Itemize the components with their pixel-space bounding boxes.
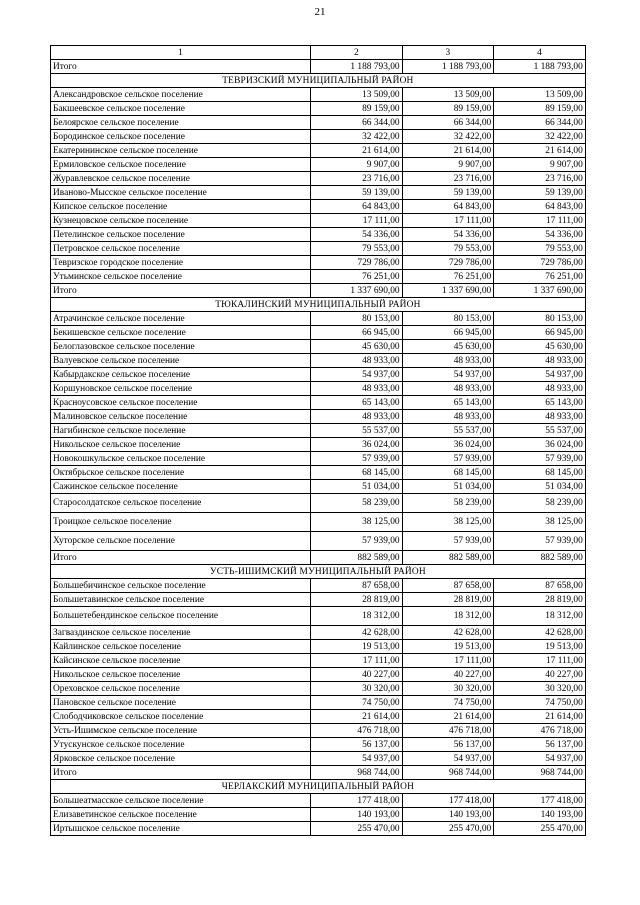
amount-cell-col4: 1 188 793,00 [494, 60, 586, 74]
total-row [51, 551, 586, 565]
amount-cell-col4: 32 422,00 [494, 130, 586, 144]
table-row [51, 326, 586, 340]
settlement-name: Белоглазовское сельское поселение [51, 340, 311, 354]
amount-cell-col3: 729 786,00 [402, 256, 494, 270]
district-name: ЧЕРЛАКСКИЙ МУНИЦИПАЛЬНЫЙ РАЙОН [51, 780, 586, 794]
amount-cell-col3: 9 907,00 [402, 158, 494, 172]
table-row [51, 354, 586, 368]
district-name: ТЕВРИЗСКИЙ МУНИЦИПАЛЬНЫЙ РАЙОН [51, 74, 586, 88]
settlement-name: Утускунское сельское поселение [51, 738, 311, 752]
amount-cell-col3: 48 933,00 [402, 382, 494, 396]
table-row [51, 144, 586, 158]
settlement-name: Пановское сельское поселение [51, 696, 311, 710]
amount-cell-col4: 28 819,00 [494, 593, 586, 607]
amount-cell-col4: 36 024,00 [494, 438, 586, 452]
amount-cell-col2: 80 153,00 [311, 312, 403, 326]
settlement-name: Кайсинское сельское поселение [51, 654, 311, 668]
table-row [51, 102, 586, 116]
amount-cell-col2: 882 589,00 [311, 551, 403, 565]
table-row [51, 200, 586, 214]
table-row [51, 532, 586, 551]
settlement-name: Тевризское городское поселение [51, 256, 311, 270]
settlement-name: Екатерининское сельское поселение [51, 144, 311, 158]
amount-cell-col4: 59 139,00 [494, 186, 586, 200]
amount-cell-col3: 42 628,00 [402, 626, 494, 640]
amount-cell-col2: 66 945,00 [311, 326, 403, 340]
amount-cell-col3: 476 718,00 [402, 724, 494, 738]
amount-cell-col4: 40 227,00 [494, 668, 586, 682]
settlement-name: Кабырдакское сельское поселение [51, 368, 311, 382]
district-name: ТЮКАЛИНСКИЙ МУНИЦИПАЛЬНЫЙ РАЙОН [51, 298, 586, 312]
amount-cell-col3: 54 336,00 [402, 228, 494, 242]
table-row [51, 172, 586, 186]
table-row [51, 116, 586, 130]
table-row [51, 186, 586, 200]
table-row [51, 710, 586, 724]
settlement-name: Александровское сельское поселение [51, 88, 311, 102]
amount-cell-col3: 18 312,00 [402, 607, 494, 626]
amount-cell-col3: 21 614,00 [402, 710, 494, 724]
amount-cell-col2: 55 537,00 [311, 424, 403, 438]
amount-cell-col4: 66 344,00 [494, 116, 586, 130]
amount-cell-col2: 76 251,00 [311, 270, 403, 284]
amount-cell-col2: 65 143,00 [311, 396, 403, 410]
page-number: 21 [314, 6, 326, 18]
amount-cell-col3: 17 111,00 [402, 214, 494, 228]
amount-cell-col4: 17 111,00 [494, 214, 586, 228]
table-row [51, 312, 586, 326]
amount-cell-col4: 87 658,00 [494, 579, 586, 593]
settlement-name: Загваздинское сельское поселение [51, 626, 311, 640]
settlement-name: Октябрьское сельское поселение [51, 466, 311, 480]
amount-cell-col3: 59 139,00 [402, 186, 494, 200]
amount-cell-col4: 55 537,00 [494, 424, 586, 438]
table-row [51, 808, 586, 822]
amount-cell-col2: 45 630,00 [311, 340, 403, 354]
amount-cell-col2: 18 312,00 [311, 607, 403, 626]
table-row [51, 382, 586, 396]
amount-cell-col4: 58 239,00 [494, 494, 586, 513]
amount-cell-col3: 17 111,00 [402, 654, 494, 668]
amount-cell-col3: 80 153,00 [402, 312, 494, 326]
settlement-name: Ярковское сельское поселение [51, 752, 311, 766]
amount-cell-col3: 89 159,00 [402, 102, 494, 116]
amount-cell-col2: 56 137,00 [311, 738, 403, 752]
settlement-name: Бородинское сельское поселение [51, 130, 311, 144]
table-row [51, 270, 586, 284]
total-label: Итого [51, 60, 311, 74]
amount-cell-col2: 255 470,00 [311, 822, 403, 836]
table-row [51, 228, 586, 242]
amount-cell-col2: 59 139,00 [311, 186, 403, 200]
amount-cell-col2: 17 111,00 [311, 654, 403, 668]
settlement-name: Большетебендинское сельское поселение [51, 607, 311, 626]
amount-cell-col2: 1 188 793,00 [311, 60, 403, 74]
amount-cell-col4: 48 933,00 [494, 354, 586, 368]
amount-cell-col3: 68 145,00 [402, 466, 494, 480]
settlement-name: Усть-Ишимское сельское поселение [51, 724, 311, 738]
table-row [51, 438, 586, 452]
table-row [51, 452, 586, 466]
amount-cell-col2: 87 658,00 [311, 579, 403, 593]
table-row [51, 256, 586, 270]
amount-cell-col4: 177 418,00 [494, 794, 586, 808]
amount-cell-col2: 54 937,00 [311, 368, 403, 382]
amount-cell-col2: 729 786,00 [311, 256, 403, 270]
amount-cell-col4: 23 716,00 [494, 172, 586, 186]
table-row [51, 466, 586, 480]
table-row [51, 214, 586, 228]
column-header-2: 2 [311, 46, 403, 60]
settlement-name: Утьминское сельское поселение [51, 270, 311, 284]
amount-cell-col2: 64 843,00 [311, 200, 403, 214]
amount-cell-col2: 177 418,00 [311, 794, 403, 808]
table-row [51, 607, 586, 626]
district-section-row [51, 565, 586, 579]
amount-cell-col3: 21 614,00 [402, 144, 494, 158]
table-row [51, 696, 586, 710]
table-row [51, 738, 586, 752]
amount-cell-col4: 255 470,00 [494, 822, 586, 836]
table-row [51, 340, 586, 354]
amount-cell-col4: 79 553,00 [494, 242, 586, 256]
total-row [51, 284, 586, 298]
amount-cell-col3: 19 513,00 [402, 640, 494, 654]
amount-cell-col2: 79 553,00 [311, 242, 403, 256]
amount-cell-col3: 255 470,00 [402, 822, 494, 836]
amount-cell-col4: 68 145,00 [494, 466, 586, 480]
table-row [51, 396, 586, 410]
settlement-name: Старосолдатское сельское поселение [51, 494, 311, 513]
table-row [51, 424, 586, 438]
amount-cell-col4: 476 718,00 [494, 724, 586, 738]
amount-cell-col2: 48 933,00 [311, 410, 403, 424]
table-row [51, 682, 586, 696]
settlement-name: Никольское сельское поселение [51, 668, 311, 682]
amount-cell-col2: 17 111,00 [311, 214, 403, 228]
amount-cell-col4: 74 750,00 [494, 696, 586, 710]
amount-cell-col2: 23 716,00 [311, 172, 403, 186]
amount-cell-col3: 51 034,00 [402, 480, 494, 494]
amount-cell-col3: 64 843,00 [402, 200, 494, 214]
amount-cell-col2: 28 819,00 [311, 593, 403, 607]
amount-cell-col4: 57 939,00 [494, 452, 586, 466]
amount-cell-col2: 38 125,00 [311, 513, 403, 532]
settlement-name: Ермиловское сельское поселение [51, 158, 311, 172]
table-row [51, 752, 586, 766]
amount-cell-col2: 54 937,00 [311, 752, 403, 766]
amount-cell-col4: 21 614,00 [494, 710, 586, 724]
amount-cell-col2: 476 718,00 [311, 724, 403, 738]
amount-cell-col4: 48 933,00 [494, 382, 586, 396]
column-header-4: 4 [494, 46, 586, 60]
settlement-name: Малиновское сельское поселение [51, 410, 311, 424]
amount-cell-col2: 9 907,00 [311, 158, 403, 172]
settlement-name: Белоярское сельское поселение [51, 116, 311, 130]
amount-cell-col2: 1 337 690,00 [311, 284, 403, 298]
table-row [51, 158, 586, 172]
amount-cell-col2: 58 239,00 [311, 494, 403, 513]
amount-cell-col2: 36 024,00 [311, 438, 403, 452]
table-row [51, 130, 586, 144]
table-row [51, 368, 586, 382]
amount-cell-col3: 48 933,00 [402, 354, 494, 368]
settlement-name: Ореховское сельское поселение [51, 682, 311, 696]
amount-cell-col2: 54 336,00 [311, 228, 403, 242]
amount-cell-col3: 1 337 690,00 [402, 284, 494, 298]
amount-cell-col4: 9 907,00 [494, 158, 586, 172]
amount-cell-col3: 32 422,00 [402, 130, 494, 144]
amount-cell-col4: 45 630,00 [494, 340, 586, 354]
settlement-name: Кайлинское сельское поселение [51, 640, 311, 654]
settlement-name: Елизаветинское сельское поселение [51, 808, 311, 822]
amount-cell-col4: 57 939,00 [494, 532, 586, 551]
settlement-name: Кипское сельское поселение [51, 200, 311, 214]
amount-cell-col3: 882 589,00 [402, 551, 494, 565]
amount-cell-col2: 21 614,00 [311, 710, 403, 724]
settlement-name: Большетавинское сельское поселение [51, 593, 311, 607]
amount-cell-col2: 89 159,00 [311, 102, 403, 116]
settlement-name: Большеатмасское сельское поселение [51, 794, 311, 808]
table-row [51, 579, 586, 593]
amount-cell-col2: 57 939,00 [311, 532, 403, 551]
total-label: Итого [51, 766, 311, 780]
column-header-1: 1 [51, 46, 311, 60]
amount-cell-col4: 76 251,00 [494, 270, 586, 284]
amount-cell-col4: 56 137,00 [494, 738, 586, 752]
amount-cell-col2: 74 750,00 [311, 696, 403, 710]
total-row [51, 766, 586, 780]
amount-cell-col3: 177 418,00 [402, 794, 494, 808]
amount-cell-col3: 65 143,00 [402, 396, 494, 410]
column-header-3: 3 [402, 46, 494, 60]
settlement-name: Бекишевское сельское поселение [51, 326, 311, 340]
amount-cell-col2: 66 344,00 [311, 116, 403, 130]
amount-cell-col2: 32 422,00 [311, 130, 403, 144]
amount-cell-col4: 42 628,00 [494, 626, 586, 640]
amount-cell-col4: 65 143,00 [494, 396, 586, 410]
amount-cell-col3: 30 320,00 [402, 682, 494, 696]
settlement-name: Бакшеевское сельское поселение [51, 102, 311, 116]
amount-cell-col2: 40 227,00 [311, 668, 403, 682]
amount-cell-col3: 48 933,00 [402, 410, 494, 424]
amount-cell-col2: 30 320,00 [311, 682, 403, 696]
amount-cell-col3: 54 937,00 [402, 368, 494, 382]
amount-cell-col3: 55 537,00 [402, 424, 494, 438]
settlement-name: Журавлевское сельское поселение [51, 172, 311, 186]
district-section-row [51, 298, 586, 312]
district-section-row [51, 74, 586, 88]
amount-cell-col3: 66 344,00 [402, 116, 494, 130]
amount-cell-col4: 64 843,00 [494, 200, 586, 214]
table-row [51, 410, 586, 424]
district-section-row [51, 780, 586, 794]
amount-cell-col2: 140 193,00 [311, 808, 403, 822]
amount-cell-col3: 79 553,00 [402, 242, 494, 256]
amount-cell-col3: 54 937,00 [402, 752, 494, 766]
amount-cell-col3: 23 716,00 [402, 172, 494, 186]
table-row [51, 242, 586, 256]
amount-cell-col4: 38 125,00 [494, 513, 586, 532]
table-row [51, 654, 586, 668]
total-row [51, 60, 586, 74]
amount-cell-col3: 74 750,00 [402, 696, 494, 710]
table-row [51, 593, 586, 607]
settlement-name: Нагибинское сельское поселение [51, 424, 311, 438]
table-row [51, 668, 586, 682]
amount-cell-col4: 729 786,00 [494, 256, 586, 270]
amount-cell-col4: 54 937,00 [494, 368, 586, 382]
settlement-name: Троицкое сельское поселение [51, 513, 311, 532]
amount-cell-col4: 66 945,00 [494, 326, 586, 340]
amount-cell-col4: 89 159,00 [494, 102, 586, 116]
amount-cell-col3: 56 137,00 [402, 738, 494, 752]
amount-cell-col2: 48 933,00 [311, 382, 403, 396]
district-name: УСТЬ-ИШИМСКИЙ МУНИЦИПАЛЬНЫЙ РАЙОН [51, 565, 586, 579]
table-body [51, 46, 586, 836]
settlement-name: Никольское сельское поселение [51, 438, 311, 452]
settlement-name: Красноусовское сельское поселение [51, 396, 311, 410]
amount-cell-col3: 1 188 793,00 [402, 60, 494, 74]
table-row [51, 513, 586, 532]
amount-cell-col2: 968 744,00 [311, 766, 403, 780]
amount-cell-col4: 19 513,00 [494, 640, 586, 654]
settlement-name: Сажинское сельское поселение [51, 480, 311, 494]
amount-cell-col2: 68 145,00 [311, 466, 403, 480]
amount-cell-col4: 140 193,00 [494, 808, 586, 822]
amount-cell-col3: 968 744,00 [402, 766, 494, 780]
table-row [51, 640, 586, 654]
settlement-name: Валуевское сельское поселение [51, 354, 311, 368]
amount-cell-col3: 28 819,00 [402, 593, 494, 607]
amount-cell-col3: 58 239,00 [402, 494, 494, 513]
settlement-name: Иртышское сельское поселение [51, 822, 311, 836]
amount-cell-col3: 140 193,00 [402, 808, 494, 822]
total-label: Итого [51, 551, 311, 565]
settlement-name: Новокошкульское сельское поселение [51, 452, 311, 466]
column-header-row [51, 46, 586, 60]
amount-cell-col3: 36 024,00 [402, 438, 494, 452]
amount-cell-col3: 76 251,00 [402, 270, 494, 284]
amount-cell-col4: 1 337 690,00 [494, 284, 586, 298]
settlement-name: Атрачинское сельское поселение [51, 312, 311, 326]
amount-cell-col4: 882 589,00 [494, 551, 586, 565]
table-row [51, 794, 586, 808]
amount-cell-col4: 51 034,00 [494, 480, 586, 494]
amount-cell-col2: 19 513,00 [311, 640, 403, 654]
amount-cell-col2: 21 614,00 [311, 144, 403, 158]
settlement-name: Коршуновское сельское поселение [51, 382, 311, 396]
settlement-name: Кузнецовское сельское поселение [51, 214, 311, 228]
amount-cell-col3: 57 939,00 [402, 452, 494, 466]
amount-cell-col4: 13 509,00 [494, 88, 586, 102]
amount-cell-col4: 18 312,00 [494, 607, 586, 626]
table-row [51, 626, 586, 640]
settlement-name: Большебичинское сельское поселение [51, 579, 311, 593]
table-row [51, 88, 586, 102]
settlement-name: Иваново-Мысское сельское поселение [51, 186, 311, 200]
amount-cell-col2: 42 628,00 [311, 626, 403, 640]
table-row [51, 822, 586, 836]
amount-cell-col3: 87 658,00 [402, 579, 494, 593]
amount-cell-col2: 13 509,00 [311, 88, 403, 102]
amount-cell-col4: 17 111,00 [494, 654, 586, 668]
amount-cell-col4: 80 153,00 [494, 312, 586, 326]
amount-cell-col4: 30 320,00 [494, 682, 586, 696]
table-row [51, 494, 586, 513]
table-row [51, 724, 586, 738]
settlement-name: Петелинское сельское поселение [51, 228, 311, 242]
budget-table [50, 45, 586, 836]
amount-cell-col2: 48 933,00 [311, 354, 403, 368]
table-row [51, 480, 586, 494]
amount-cell-col4: 54 336,00 [494, 228, 586, 242]
amount-cell-col3: 57 939,00 [402, 532, 494, 551]
amount-cell-col3: 66 945,00 [402, 326, 494, 340]
amount-cell-col2: 57 939,00 [311, 452, 403, 466]
amount-cell-col3: 38 125,00 [402, 513, 494, 532]
settlement-name: Слободчиковское сельское поселение [51, 710, 311, 724]
total-label: Итого [51, 284, 311, 298]
amount-cell-col4: 968 744,00 [494, 766, 586, 780]
amount-cell-col3: 45 630,00 [402, 340, 494, 354]
amount-cell-col4: 21 614,00 [494, 144, 586, 158]
amount-cell-col4: 54 937,00 [494, 752, 586, 766]
amount-cell-col3: 40 227,00 [402, 668, 494, 682]
amount-cell-col3: 13 509,00 [402, 88, 494, 102]
amount-cell-col2: 51 034,00 [311, 480, 403, 494]
settlement-name: Петровское сельское поселение [51, 242, 311, 256]
settlement-name: Хуторское сельское поселение [51, 532, 311, 551]
amount-cell-col4: 48 933,00 [494, 410, 586, 424]
